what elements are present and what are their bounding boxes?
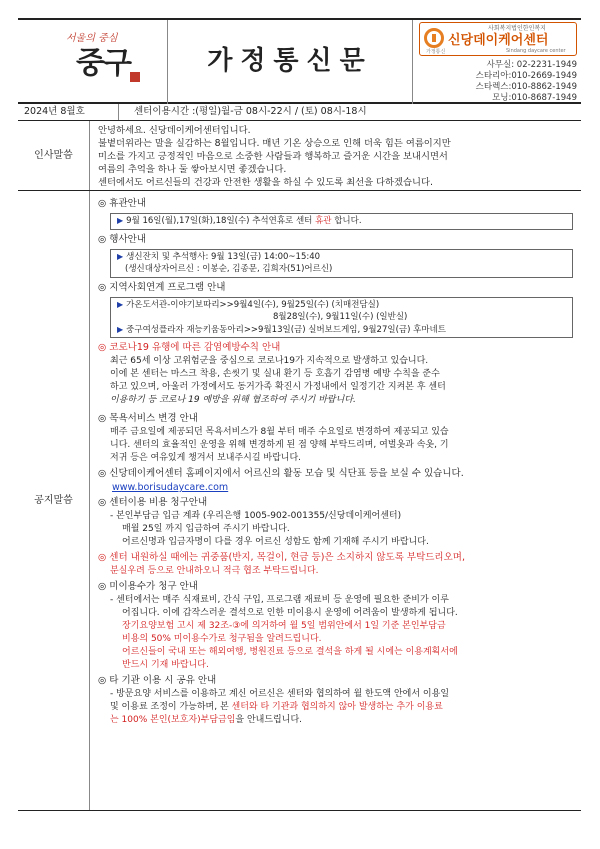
contact-row: 사무실: 02-2231-1949: [486, 60, 577, 70]
center-logo-icon: [424, 28, 444, 48]
greeting-line: 미소를 가지고 긍정적인 마음으로 소중한 사람들과 행복하고 즐거운 시간을 보내시면서: [98, 151, 448, 162]
holiday-box: ▶ 9월 16일(월),17일(화),18일(수) 추석연휴로 센터 휴관 합니다.: [110, 213, 573, 230]
greeting-label: 인사말씀: [18, 121, 90, 190]
greeting-line: 센터에서도 어르신들의 건강과 안전한 생활을 하실 수 있도록 최선을 다하겠습니다.: [98, 177, 433, 188]
billing-text: - 본인부담금 입금 계좌 (우리은행 1005-902-001355/신당데이케어센터) 매월 25일 까지 입금하여 주시기 바랍니다. 어르신명과 입금자명이 다를 경우 어르신 성함도 함께 기재해 주시기 바랍니다.: [110, 511, 429, 547]
newsletter-page: [18, 18, 581, 830]
closed-emphasis: 휴관: [315, 216, 332, 226]
greeting-text: [98, 124, 575, 189]
contact-row: 스타리아:010-2669-1949: [475, 71, 577, 81]
title-box: [168, 20, 413, 104]
brand-english: Sindang daycare center: [506, 48, 566, 54]
greeting-line: 여름의 추억을 하나 둘 쌓아보시면 좋겠습니다.: [98, 164, 287, 175]
contact-row: 스타렉스:010-8862-1949: [475, 82, 577, 92]
junggu-logo: [18, 20, 168, 104]
logo-seal-icon: [130, 72, 140, 82]
events-line: (생신대상자어르신 : 이봉순, 김종문, 김희자(51)어르신): [125, 264, 333, 274]
operating-hours: 센터이용시간 :(평일)월-금 08시-22시 / (토) 08시-18시: [134, 106, 367, 117]
valuables-heading: ◎ 센터 내원하실 때에는 귀중품(반지, 목걸이, 현금 등)은 소지하지 않도록 부탁드리오며,: [98, 552, 465, 563]
community-line: 8월28일(수), 9월11일(수) (일반실): [273, 312, 408, 322]
page-title: 가정통신문: [207, 46, 373, 77]
greeting-line: 불볕더위라는 말을 실감하는 8월입니다. 매년 기온 상승으로 인해 더욱 힘든 여름이지만: [98, 138, 451, 149]
unused-heading: ◎ 미이용수가 청구 안내: [98, 581, 198, 592]
homepage-heading: ◎ 신당데이케어센터 홈페이지에서 어르신의 활동 모습 및 식단표 등을 보실 수 있습니다.: [98, 468, 464, 479]
events-heading: ◎ 행사안내: [98, 233, 147, 245]
bath-text: 매주 금요일에 제공되던 목욕서비스가 8월 부터 매주 수요일로 변경하여 제공되고 있습 니다. 센터의 효율적인 운영을 위해 변경하게 된 점 양해 부탁드리며, 여벌옷과 속옷, 기 저귀 등은 여유있게 챙겨서 보내주시길 바랍니다.: [110, 427, 449, 463]
brand-note: 가정통신: [426, 49, 446, 55]
logo-slogan: 서울의 중심: [66, 33, 118, 44]
issue-date: 2024년 8월호: [24, 106, 85, 117]
brand-name: 신당데이케어센터: [448, 33, 549, 48]
logo-name: 중구: [76, 46, 130, 81]
unused-text: - 센터에서는 매주 식재료비, 간식 구입, 프로그램 재료비 등 운영에 필요한 준비가 이루 어집니다. 이에 갑작스러운 결석으로 인한 미이용시 운영에 어려움이 발생하게 됩니다. 장기요양보험 고시 제 32조-③에 의거하여 월 5일 범위안에서 1일 기준 본인부담금 비용의 50% 미이용수가로 청구됨을 알려드립니다. 어르신들이 국내 또는 해외여행, 병원진료 등으로 결석을 하게 될 시에는 이용계획서에 반드시 기재 바랍니다.: [110, 595, 458, 670]
issue-row: [18, 104, 581, 121]
bath-heading: ◎ 목욕서비스 변경 안내: [98, 413, 198, 424]
triangle-icon: ▶: [117, 216, 124, 225]
triangle-icon: ▶: [117, 324, 124, 334]
center-logo: [419, 22, 577, 56]
triangle-icon: ▶: [117, 251, 124, 261]
homepage-link[interactable]: www.borisudaycare.com: [112, 482, 229, 493]
contact-list: [476, 60, 577, 104]
other-agency-text: - 방문요양 서비스를 이용하고 계신 어르신은 센터와 협의하여 월 한도액 안에서 이용일 및 이용료 조정이 가능하며, 본 센터와 타 기관과 협의하지 않아 발생하는 추가 이용료 는 100% 본인(보호자)부담금임을 안내드립니다.: [110, 689, 450, 725]
billing-heading: ◎ 센터이용 비용 청구안내: [98, 497, 208, 508]
notice-body: [98, 195, 573, 727]
valuables-text: 분실우려 등으로 안내하오니 적극 협조 부탁드립니다.: [110, 566, 319, 576]
brand-parent: 사회복지법인한인복지: [488, 25, 546, 32]
contact-row: 모닝:010-8687-1949: [492, 93, 577, 103]
notice-label: 공지말씀: [18, 191, 90, 810]
greeting-section: [18, 121, 581, 191]
header: [18, 18, 581, 104]
holiday-heading: ◎ 휴관안내: [98, 198, 147, 209]
other-agency-heading: ◎ 타 기관 이용 시 공유 안내: [98, 675, 217, 686]
greeting-line: 안녕하세요. 신당데이케어센터입니다.: [98, 125, 251, 136]
covid-heading: ◎ 코로나19 유행에 따른 감염예방수칙 안내: [98, 342, 281, 353]
divider: [118, 104, 119, 120]
events-box: ▶ 생신잔치 및 추석행사: 9월 13일(금) 14:00~15:40 (생신대상자어르신 : 이봉순, 김종문, 김희자(51)어르신): [110, 249, 573, 278]
covid-text: 최근 65세 이상 고위험군을 중심으로 코로나19가 지속적으로 발생하고 있습니다. 이에 본 센터는 마스크 착용, 손씻기 및 실내 환기 등 호흡기 감염병 예방 수칙을 준수 하고 있으며, 아울러 가정에서도 동거가족 확진시 가정내에서 일정기간 지켜본 후 센터 이용하기 등 코로나 19 예방을 위해 협조하여 주시기 바랍니다.: [110, 356, 446, 405]
triangle-icon: ▶: [117, 299, 124, 309]
center-info: [413, 20, 581, 104]
notice-section: [18, 191, 581, 811]
community-box: ▶ 가온도서관-이야기보따리>>9월4일(수), 9월25일(수) (치매전담실) 8월28일(수), 9월11일(수) (일반실) ▶ 중구여성플라자 재능키움동아리>>9월13일(금) 실버보드게임, 9월27일(금) 후마네트: [110, 297, 573, 339]
community-heading: ◎ 지역사회연계 프로그램 안내: [98, 281, 226, 293]
